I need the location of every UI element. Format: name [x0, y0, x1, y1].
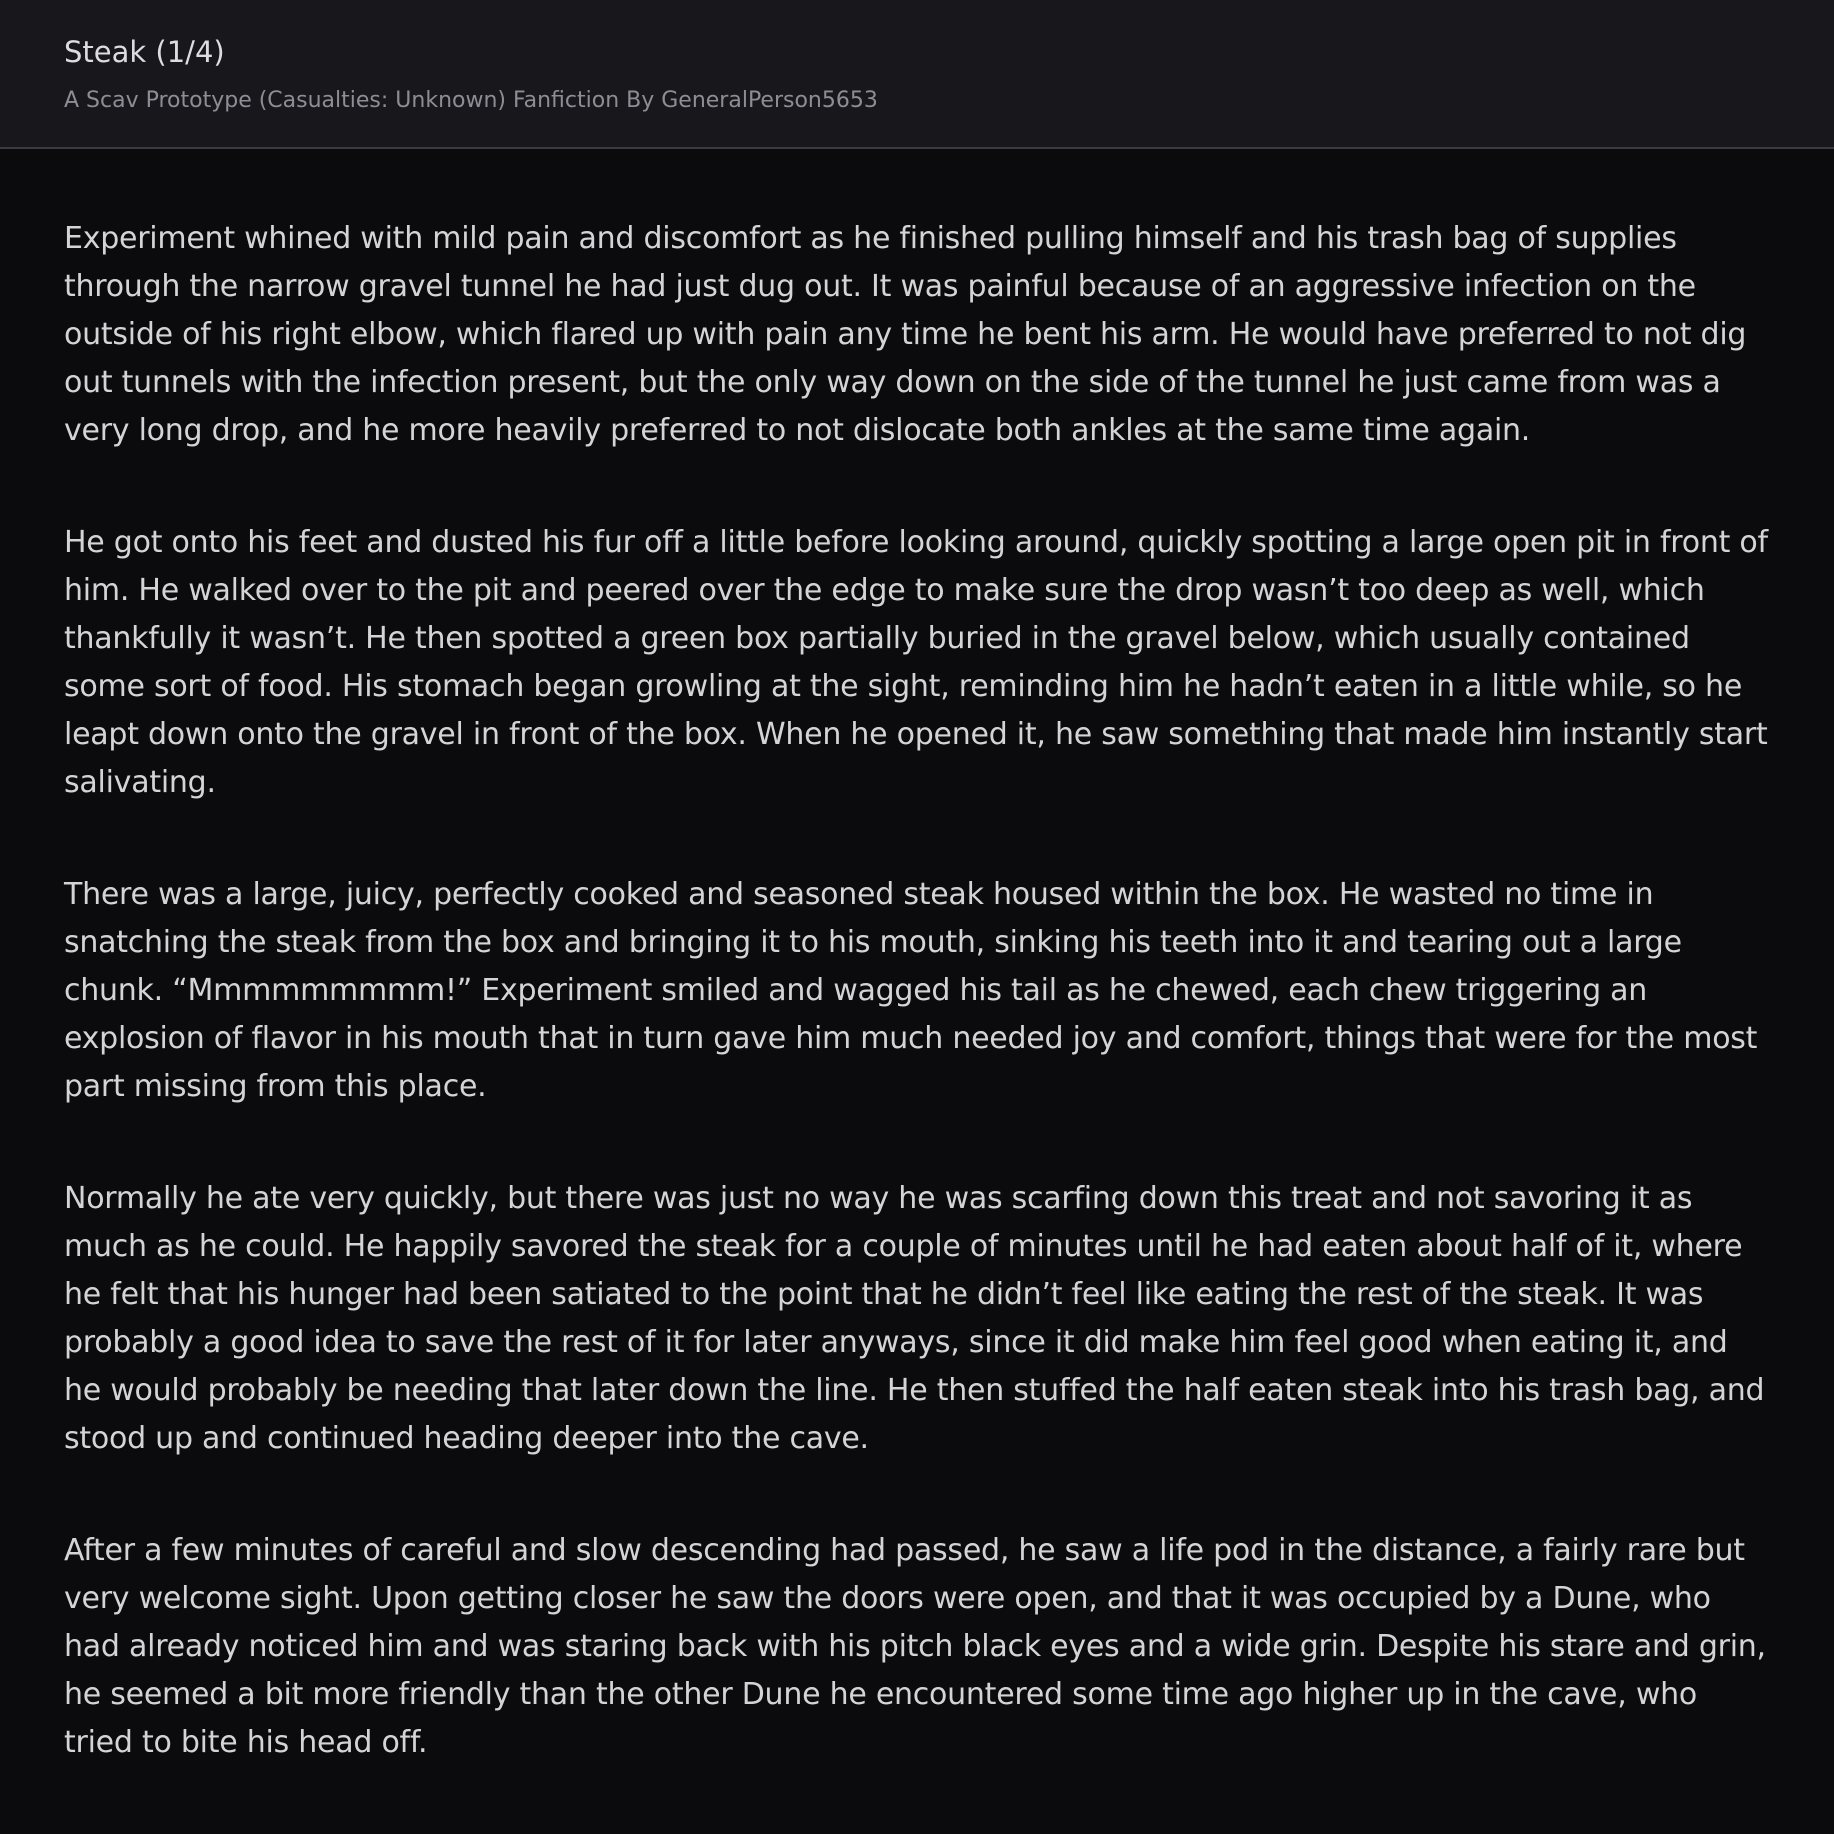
page-subtitle: A Scav Prototype (Casualties: Unknown) Fanfiction By GeneralPerson5653	[64, 88, 878, 113]
story-paragraph: Normally he ate very quickly, but there was just no way he was scarfing down this treat and not savoring it as much as he could. He happily savored the steak for a couple of minutes until he had eaten about half of it, where he felt that his hunger had been satiated to the point that he didn’t feel like eating the rest of the steak. It was probably a good idea to save the rest of it for later anyways, since it did make him feel good when eating it, and he would probably be needing that later down the line. He then stuffed the half eaten steak into his trash bag, and stood up and continued heading deeper into the cave.	[64, 1181, 1765, 1456]
story-paragraph: He got onto his feet and dusted his fur off a little before looking around, quickly spotting a large open pit in front of him. He walked over to the pit and peered over the edge to make sure the drop wasn’t too deep as well, which thankfully it wasn’t. He then spotted a green box partially buried in the gravel below, which usually contained some sort of food. His stomach began growling at the sight, reminding him he hadn’t eaten in a little while, so he leapt down onto the gravel in front of the box. When he opened it, he saw something that made him instantly start salivating.	[64, 525, 1768, 800]
story-paragraph: After a few minutes of careful and slow descending had passed, he saw a life pod in the distance, a fairly rare but very welcome sight. Upon getting closer he saw the doors were open, and that it was occupied by a Dune, who had already noticed him and was staring back with his pitch black eyes and a wide grin. Despite his stare and grin, he seemed a bit more friendly than the other Dune he encountered some time ago higher up in the cave, who tried to bite his head off.	[64, 1533, 1766, 1760]
story-paragraph: Experiment whined with mild pain and discomfort as he finished pulling himself and his trash bag of supplies through the narrow gravel tunnel he had just dug out. It was painful because of an aggressive infection on the outside of his right elbow, which flared up with pain any time he bent his arm. He would have preferred to not dig out tunnels with the infection present, but the only way down on the side of the tunnel he just came from was a very long drop, and he more heavily preferred to not dislocate both ankles at the same time again.	[64, 221, 1747, 448]
story-header	[0, 0, 1834, 149]
page-title: Steak (1/4)	[64, 35, 225, 69]
story-body	[0, 149, 1834, 1767]
story-paragraph: There was a large, juicy, perfectly cooked and seasoned steak housed within the box. He wasted no time in snatching the steak from the box and bringing it to his mouth, sinking his teeth into it and tearing out a large chunk. “Mmmmmmmmm!” Experiment smiled and wagged his tail as he chewed, each chew triggering an explosion of flavor in his mouth that in turn gave him much needed joy and comfort, things that were for the most part missing from this place.	[64, 877, 1758, 1104]
